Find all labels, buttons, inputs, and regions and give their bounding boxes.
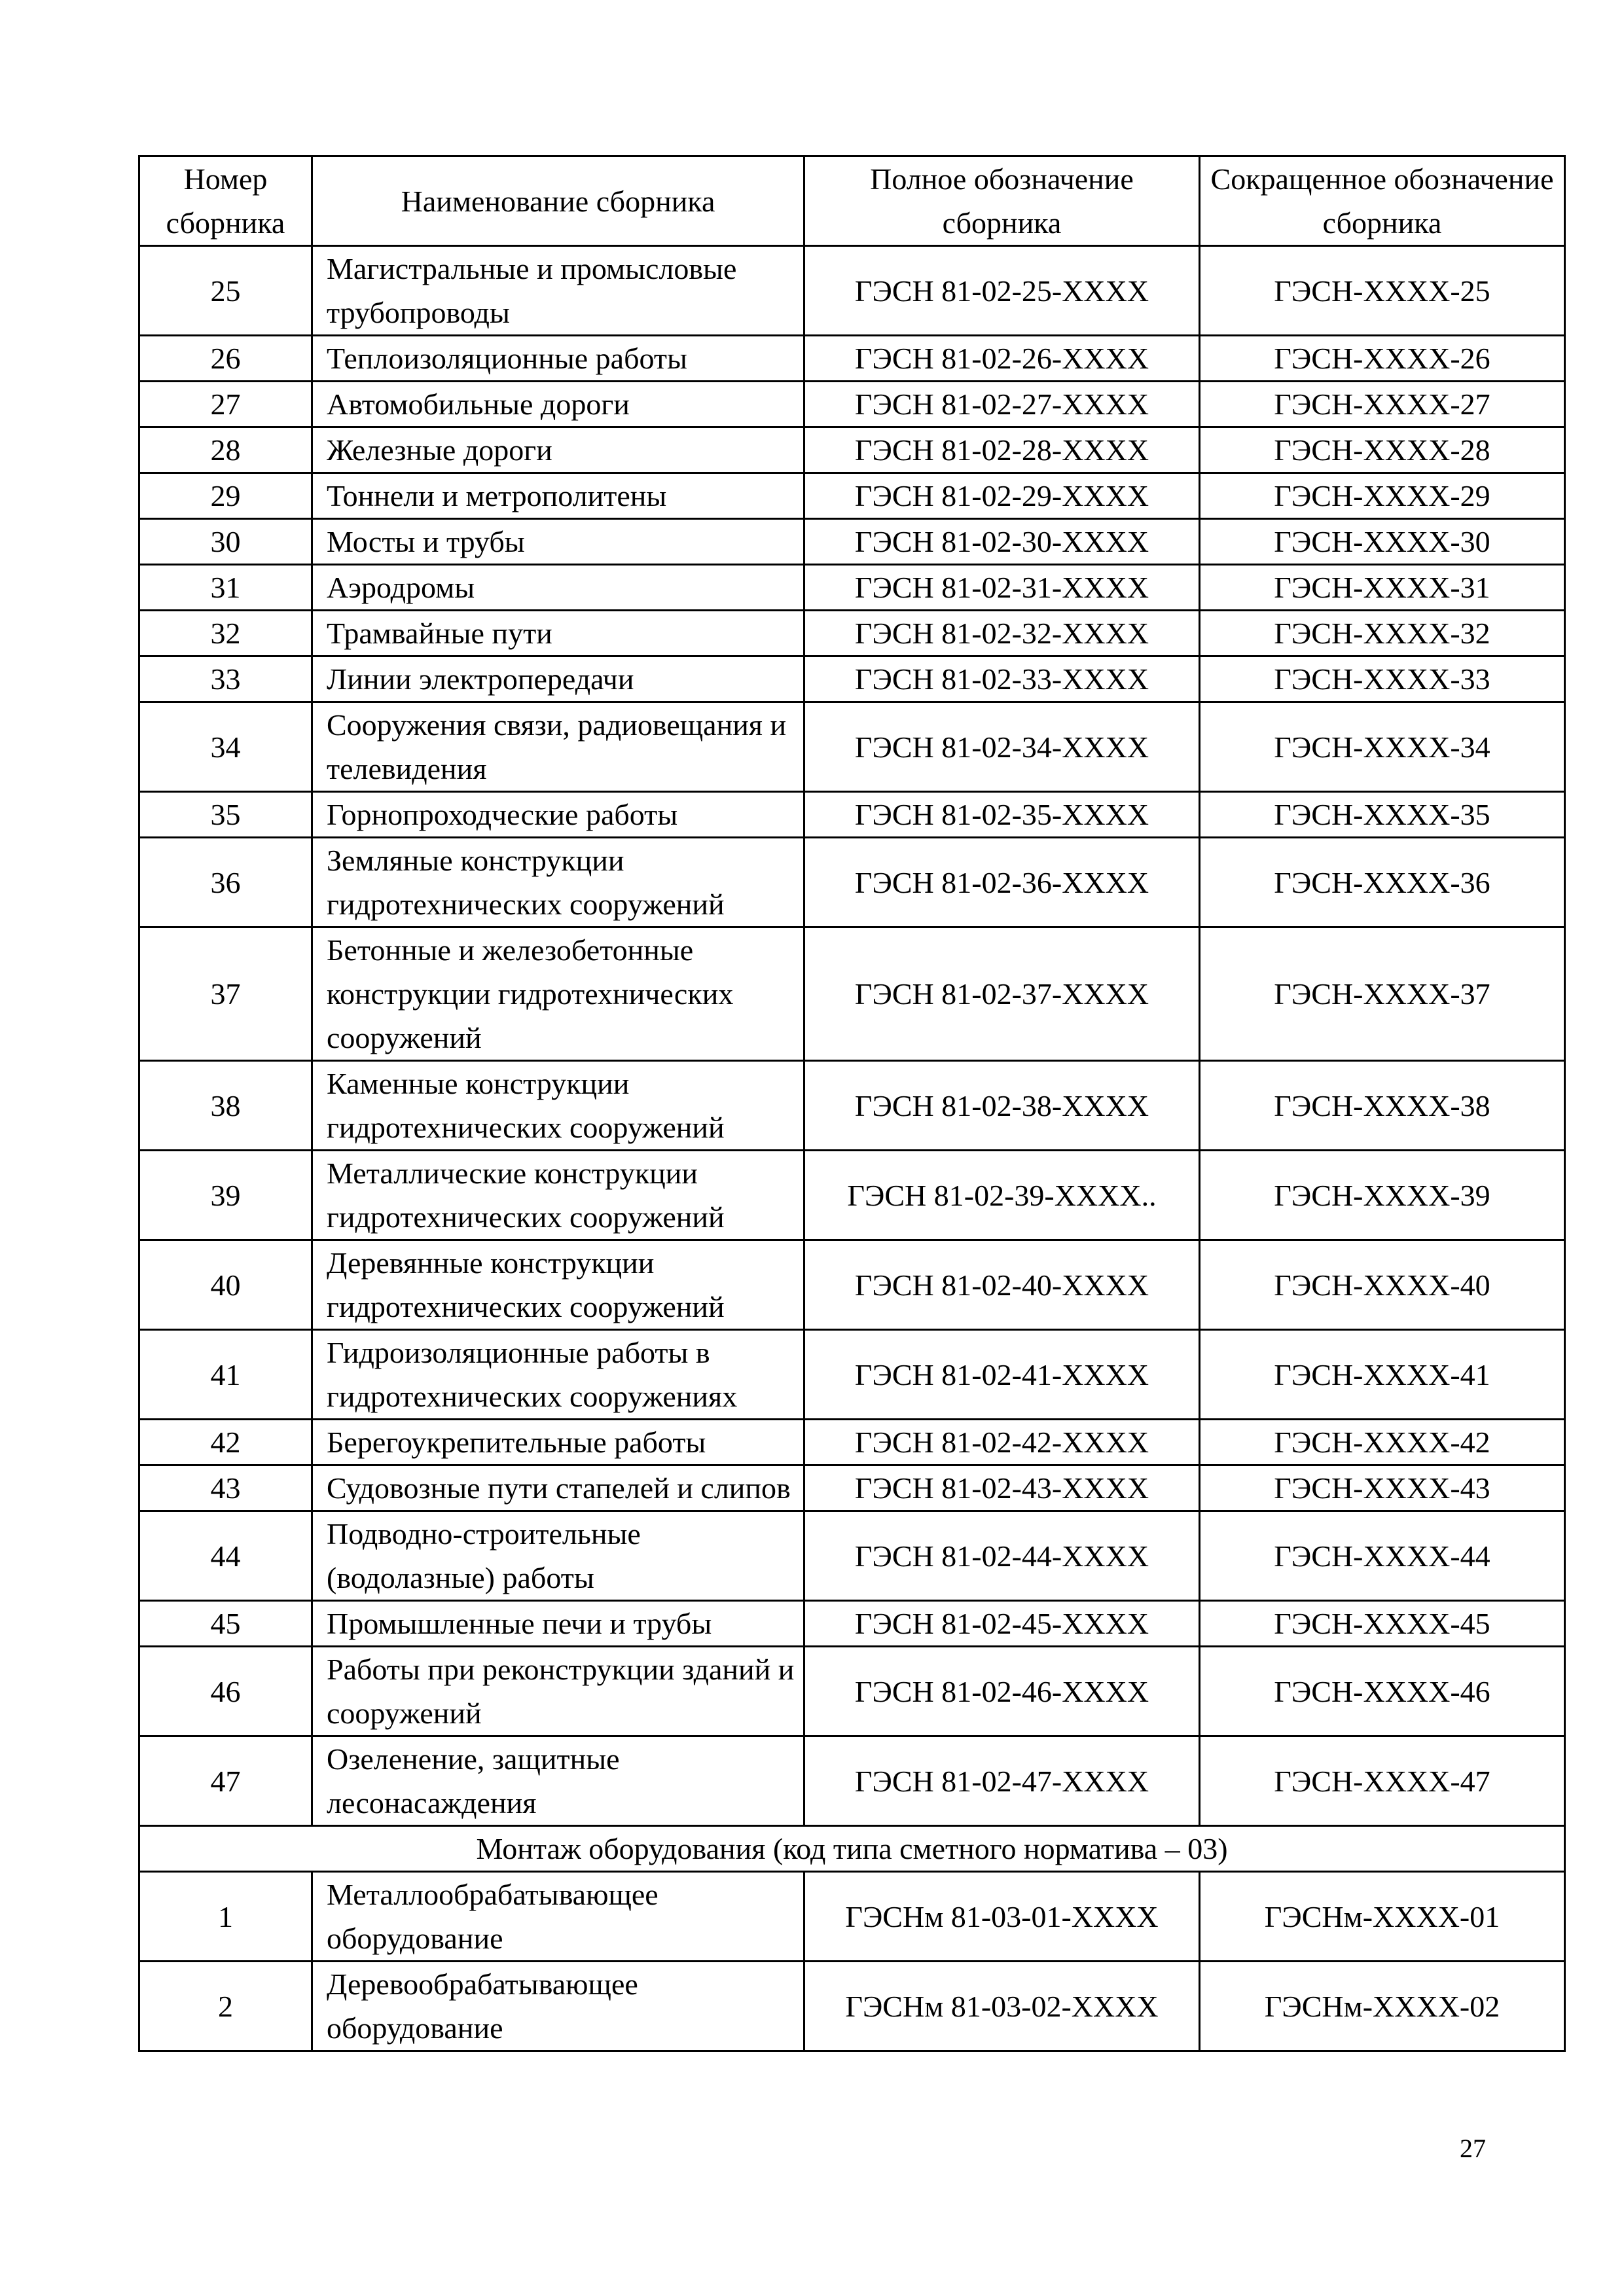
full-designation: ГЭСН 81-02-35-ХХХХ	[804, 792, 1200, 838]
collection-number: 42	[139, 1420, 312, 1465]
full-designation: ГЭСН 81-02-29-ХХХХ	[804, 473, 1200, 519]
table-row	[139, 838, 1565, 927]
table-header-row	[139, 156, 1565, 246]
short-designation: ГЭСН-ХХХХ-34	[1200, 702, 1565, 792]
collection-name: Теплоизоляционные работы	[312, 336, 804, 382]
collection-name: Бетонные и железобетонные конструкции гидротехнических сооружений	[312, 927, 804, 1061]
table-row	[139, 1240, 1565, 1330]
table-row	[139, 1511, 1565, 1601]
full-designation: ГЭСН 81-02-38-ХХХХ	[804, 1061, 1200, 1151]
full-designation: ГЭСН 81-02-32-ХХХХ	[804, 611, 1200, 656]
full-designation: ГЭСНм 81-03-02-ХХХХ	[804, 1962, 1200, 2051]
table-body	[139, 246, 1565, 1826]
collection-name: Тоннели и метрополитены	[312, 473, 804, 519]
full-designation: ГЭСН 81-02-27-ХХХХ	[804, 382, 1200, 427]
full-designation: ГЭСН 81-02-33-ХХХХ	[804, 656, 1200, 702]
section-title: Монтаж оборудования (код типа сметного норматива – 03)	[139, 1826, 1565, 1872]
short-designation: ГЭСН-ХХХХ-27	[1200, 382, 1565, 427]
full-designation: ГЭСН 81-02-36-ХХХХ	[804, 838, 1200, 927]
short-designation: ГЭСН-ХХХХ-33	[1200, 656, 1565, 702]
collection-number: 36	[139, 838, 312, 927]
table-row	[139, 565, 1565, 611]
short-designation: ГЭСН-ХХХХ-26	[1200, 336, 1565, 382]
short-designation: ГЭСН-ХХХХ-37	[1200, 927, 1565, 1061]
full-designation: ГЭСН 81-02-46-ХХХХ	[804, 1647, 1200, 1736]
collections-table	[138, 155, 1566, 2052]
table-row	[139, 246, 1565, 336]
collection-name: Аэродромы	[312, 565, 804, 611]
collection-number: 29	[139, 473, 312, 519]
collection-number: 25	[139, 246, 312, 336]
collection-name: Гидроизоляционные работы в гидротехнических сооружениях	[312, 1330, 804, 1420]
table-row	[139, 611, 1565, 656]
table-row	[139, 382, 1565, 427]
collection-number: 2	[139, 1962, 312, 2051]
collection-number: 44	[139, 1511, 312, 1601]
collection-number: 27	[139, 382, 312, 427]
full-designation: ГЭСН 81-02-26-ХХХХ	[804, 336, 1200, 382]
collection-number: 39	[139, 1151, 312, 1240]
collection-number: 35	[139, 792, 312, 838]
collection-name: Берегоукрепительные работы	[312, 1420, 804, 1465]
table-row	[139, 1061, 1565, 1151]
table-row	[139, 427, 1565, 473]
section-row	[139, 1826, 1565, 1872]
short-designation: ГЭСН-ХХХХ-47	[1200, 1736, 1565, 1826]
table-row	[139, 1872, 1565, 1962]
collection-number: 26	[139, 336, 312, 382]
collection-number: 41	[139, 1330, 312, 1420]
collection-name: Подводно-строительные (водолазные) работы	[312, 1511, 804, 1601]
collection-name: Судовозные пути стапелей и слипов	[312, 1465, 804, 1511]
collection-name: Магистральные и промысловые трубопроводы	[312, 246, 804, 336]
table-row	[139, 1647, 1565, 1736]
collection-number: 33	[139, 656, 312, 702]
header-name: Наименование сборника	[312, 156, 804, 246]
collection-name: Линии электропередачи	[312, 656, 804, 702]
collection-number: 31	[139, 565, 312, 611]
header-short-designation: Сокращенное обозначение сборника	[1200, 156, 1565, 246]
full-designation: ГЭСН 81-02-47-ХХХХ	[804, 1736, 1200, 1826]
short-designation: ГЭСН-ХХХХ-35	[1200, 792, 1565, 838]
full-designation: ГЭСН 81-02-45-ХХХХ	[804, 1601, 1200, 1647]
table-row	[139, 1151, 1565, 1240]
collection-name: Каменные конструкции гидротехнических сооружений	[312, 1061, 804, 1151]
table-row	[139, 1465, 1565, 1511]
collection-number: 40	[139, 1240, 312, 1330]
table-row	[139, 1330, 1565, 1420]
table-row	[139, 1736, 1565, 1826]
collection-name: Мосты и трубы	[312, 519, 804, 565]
collection-name: Металлические конструкции гидротехнических сооружений	[312, 1151, 804, 1240]
full-designation: ГЭСН 81-02-25-ХХХХ	[804, 246, 1200, 336]
table-row	[139, 927, 1565, 1061]
collection-number: 30	[139, 519, 312, 565]
short-designation: ГЭСН-ХХХХ-45	[1200, 1601, 1565, 1647]
collection-name: Озеленение, защитные лесонасаждения	[312, 1736, 804, 1826]
table-row	[139, 336, 1565, 382]
full-designation: ГЭСН 81-02-37-ХХХХ	[804, 927, 1200, 1061]
collection-name: Автомобильные дороги	[312, 382, 804, 427]
collection-name: Деревообрабатывающее оборудование	[312, 1962, 804, 2051]
collection-name: Железные дороги	[312, 427, 804, 473]
short-designation: ГЭСН-ХХХХ-40	[1200, 1240, 1565, 1330]
full-designation: ГЭСН 81-02-30-ХХХХ	[804, 519, 1200, 565]
table-row	[139, 792, 1565, 838]
table-row	[139, 473, 1565, 519]
collection-name: Работы при реконструкции зданий и сооружений	[312, 1647, 804, 1736]
collection-number: 28	[139, 427, 312, 473]
header-number: Номер сборника	[139, 156, 312, 246]
short-designation: ГЭСН-ХХХХ-31	[1200, 565, 1565, 611]
collection-number: 32	[139, 611, 312, 656]
full-designation: ГЭСН 81-02-42-ХХХХ	[804, 1420, 1200, 1465]
full-designation: ГЭСН 81-02-34-ХХХХ	[804, 702, 1200, 792]
header-full-designation: Полное обозначение сборника	[804, 156, 1200, 246]
short-designation: ГЭСНм-ХХХХ-02	[1200, 1962, 1565, 2051]
collection-name: Трамвайные пути	[312, 611, 804, 656]
page-number: 27	[1460, 2134, 1486, 2163]
table-row	[139, 1420, 1565, 1465]
section-body	[139, 1872, 1565, 2051]
full-designation: ГЭСН 81-02-40-ХХХХ	[804, 1240, 1200, 1330]
collection-name: Сооружения связи, радиовещания и телевидения	[312, 702, 804, 792]
table-row	[139, 1601, 1565, 1647]
full-designation: ГЭСН 81-02-28-ХХХХ	[804, 427, 1200, 473]
full-designation: ГЭСН 81-02-41-ХХХХ	[804, 1330, 1200, 1420]
short-designation: ГЭСН-ХХХХ-25	[1200, 246, 1565, 336]
table-row	[139, 519, 1565, 565]
collection-number: 45	[139, 1601, 312, 1647]
short-designation: ГЭСН-ХХХХ-44	[1200, 1511, 1565, 1601]
collection-name: Горнопроходческие работы	[312, 792, 804, 838]
full-designation: ГЭСН 81-02-39-ХХХХ..	[804, 1151, 1200, 1240]
short-designation: ГЭСНм-ХХХХ-01	[1200, 1872, 1565, 1962]
collection-number: 38	[139, 1061, 312, 1151]
full-designation: ГЭСНм 81-03-01-ХХХХ	[804, 1872, 1200, 1962]
short-designation: ГЭСН-ХХХХ-39	[1200, 1151, 1565, 1240]
full-designation: ГЭСН 81-02-44-ХХХХ	[804, 1511, 1200, 1601]
table-row	[139, 656, 1565, 702]
short-designation: ГЭСН-ХХХХ-46	[1200, 1647, 1565, 1736]
short-designation: ГЭСН-ХХХХ-42	[1200, 1420, 1565, 1465]
short-designation: ГЭСН-ХХХХ-41	[1200, 1330, 1565, 1420]
short-designation: ГЭСН-ХХХХ-38	[1200, 1061, 1565, 1151]
collection-number: 34	[139, 702, 312, 792]
short-designation: ГЭСН-ХХХХ-43	[1200, 1465, 1565, 1511]
collection-number: 37	[139, 927, 312, 1061]
full-designation: ГЭСН 81-02-31-ХХХХ	[804, 565, 1200, 611]
table-row	[139, 1962, 1565, 2051]
short-designation: ГЭСН-ХХХХ-36	[1200, 838, 1565, 927]
collection-number: 43	[139, 1465, 312, 1511]
collection-name: Деревянные конструкции гидротехнических сооружений	[312, 1240, 804, 1330]
short-designation: ГЭСН-ХХХХ-30	[1200, 519, 1565, 565]
full-designation: ГЭСН 81-02-43-ХХХХ	[804, 1465, 1200, 1511]
collection-name: Земляные конструкции гидротехнических сооружений	[312, 838, 804, 927]
table-row	[139, 702, 1565, 792]
collection-name: Промышленные печи и трубы	[312, 1601, 804, 1647]
collection-number: 47	[139, 1736, 312, 1826]
collection-name: Металлообрабатывающее оборудование	[312, 1872, 804, 1962]
collection-number: 46	[139, 1647, 312, 1736]
collection-number: 1	[139, 1872, 312, 1962]
short-designation: ГЭСН-ХХХХ-29	[1200, 473, 1565, 519]
short-designation: ГЭСН-ХХХХ-32	[1200, 611, 1565, 656]
short-designation: ГЭСН-ХХХХ-28	[1200, 427, 1565, 473]
